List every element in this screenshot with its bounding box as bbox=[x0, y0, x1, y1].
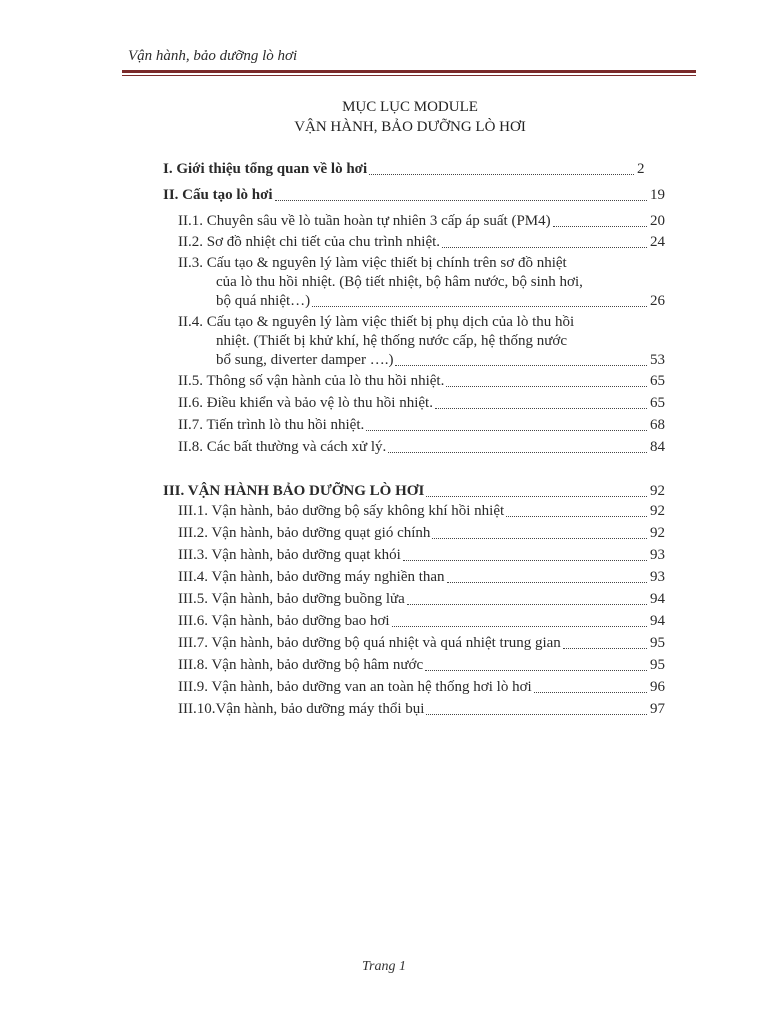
toc-entry-label: II.7. Tiến trình lò thu hồi nhiệt. bbox=[178, 417, 365, 433]
toc-leader-dots bbox=[426, 714, 647, 715]
running-header: Vận hành, bảo dưỡng lò hơi bbox=[128, 48, 298, 64]
toc-entry-iii-2[interactable] bbox=[178, 524, 665, 543]
toc-leader-dots bbox=[447, 582, 647, 583]
toc-entry-label: III.5. Vận hành, bảo dưỡng buồng lửa bbox=[178, 591, 405, 607]
toc-title-line1: MỤC LỤC MODULE bbox=[342, 99, 478, 115]
toc-title bbox=[160, 97, 660, 137]
toc-entry-line: của lò thu hồi nhiệt. (Bộ tiết nhiệt, bộ hâm nước, bộ sinh hơi, bbox=[216, 274, 583, 290]
toc-entry-label: III.2. Vận hành, bảo dưỡng quạt gió chính bbox=[178, 525, 431, 541]
toc-entry-page: 26 bbox=[650, 293, 665, 309]
toc-entry-page: 92 bbox=[650, 503, 665, 519]
toc-entry-page: 20 bbox=[650, 213, 665, 229]
toc-entry-label: II. Cấu tạo lò hơi bbox=[163, 187, 273, 203]
toc-entry-page: 65 bbox=[650, 373, 665, 389]
toc-entry-page: 97 bbox=[650, 701, 665, 717]
toc-leader-dots bbox=[534, 692, 647, 693]
toc-entry-page: 93 bbox=[650, 569, 665, 585]
toc-entry-ii-7[interactable] bbox=[178, 416, 665, 435]
toc-leader-dots bbox=[446, 386, 647, 387]
toc-entry-label: II.8. Các bất thường và cách xử lý. bbox=[178, 439, 387, 455]
toc-leader-dots bbox=[369, 174, 634, 175]
toc-leader-dots bbox=[426, 496, 647, 497]
toc-entry-ii-5[interactable] bbox=[178, 372, 665, 391]
toc-entry-page: 92 bbox=[650, 525, 665, 541]
toc-entry-page: 93 bbox=[650, 547, 665, 563]
toc-leader-dots bbox=[366, 430, 647, 431]
toc-entry-page: 24 bbox=[650, 234, 665, 250]
toc-entry-label: III.3. Vận hành, bảo dưỡng quạt khói bbox=[178, 547, 401, 563]
toc-leader-dots bbox=[392, 626, 647, 627]
toc-leader-dots bbox=[563, 648, 647, 649]
toc-entry-label: III. VẬN HÀNH BẢO DƯỠNG LÒ HƠI bbox=[163, 483, 425, 499]
toc-entry-iii-7[interactable] bbox=[178, 634, 665, 653]
toc-entry-iii-5[interactable] bbox=[178, 590, 665, 609]
toc-entry-page: 94 bbox=[650, 591, 665, 607]
toc-entry-ii-1[interactable] bbox=[178, 212, 665, 231]
toc-entry-iii-6[interactable] bbox=[178, 612, 665, 631]
toc-entry-page: 96 bbox=[650, 679, 665, 695]
toc-entry-iii-8[interactable] bbox=[178, 656, 665, 675]
toc-entry-line: II.3. Cấu tạo & nguyên lý làm việc thiết bị chính trên sơ đồ nhiệt bbox=[178, 255, 567, 271]
toc-entry-iii-3[interactable] bbox=[178, 546, 665, 565]
toc-leader-dots bbox=[407, 604, 647, 605]
toc-entry-label: III.9. Vận hành, bảo dưỡng van an toàn hệ thống hơi lò hơi bbox=[178, 679, 532, 695]
toc-entry-label: II.6. Điều khiển và bảo vệ lò thu hồi nhiệt. bbox=[178, 395, 433, 411]
toc-leader-dots bbox=[432, 538, 647, 539]
toc-entry-label: II.5. Thông số vận hành của lò thu hồi nhiệt. bbox=[178, 373, 445, 389]
toc-entry-page: 95 bbox=[650, 635, 665, 651]
toc-entry-iii-4[interactable] bbox=[178, 568, 665, 587]
toc-entry-label: III.1. Vận hành, bảo dưỡng bộ sấy không khí hồi nhiệt bbox=[178, 503, 505, 519]
toc-entry-page: 2 bbox=[637, 161, 645, 177]
toc-entry-label: III.4. Vận hành, bảo dưỡng máy nghiền than bbox=[178, 569, 445, 585]
toc-leader-dots bbox=[275, 200, 647, 201]
toc-entry-page: 68 bbox=[650, 417, 665, 433]
toc-leader-dots bbox=[312, 306, 647, 307]
toc-entry-ii-8[interactable] bbox=[178, 438, 665, 457]
toc-entry-iii-9[interactable] bbox=[178, 678, 665, 697]
toc-entry-iii-1[interactable] bbox=[178, 502, 665, 521]
toc-leader-dots bbox=[442, 247, 647, 248]
toc-entry-page: 65 bbox=[650, 395, 665, 411]
toc-leader-dots bbox=[435, 408, 647, 409]
toc-entry-line: bộ quá nhiệt…) bbox=[216, 293, 311, 309]
toc-leader-dots bbox=[395, 365, 647, 366]
toc-entry-page: 92 bbox=[650, 483, 665, 499]
toc-entry-ii-3[interactable] bbox=[178, 254, 665, 311]
toc-entry-label: III.10.Vận hành, bảo dưỡng máy thổi bụi bbox=[178, 701, 425, 717]
toc-entry-line: bổ sung, diverter damper ….) bbox=[216, 352, 394, 368]
toc-title-line2: VẬN HÀNH, BẢO DƯỠNG LÒ HƠI bbox=[294, 119, 526, 135]
toc-entry-line: II.4. Cấu tạo & nguyên lý làm việc thiết bị phụ dịch của lò thu hồi bbox=[178, 314, 575, 330]
toc-entry-label: III.6. Vận hành, bảo dưỡng bao hơi bbox=[178, 613, 390, 629]
toc-entry-section-1[interactable] bbox=[163, 160, 655, 179]
toc-entry-ii-6[interactable] bbox=[178, 394, 665, 413]
toc-entry-label: II.1. Chuyên sâu về lò tuần hoàn tự nhiên 3 cấp áp suất (PM4) bbox=[178, 213, 551, 229]
toc-entry-ii-2[interactable] bbox=[178, 233, 665, 252]
toc-leader-dots bbox=[506, 516, 647, 517]
toc-entry-label: III.8. Vận hành, bảo dưỡng bộ hâm nước bbox=[178, 657, 424, 673]
toc-leader-dots bbox=[425, 670, 647, 671]
toc-entry-page: 94 bbox=[650, 613, 665, 629]
header-rule-thin bbox=[122, 75, 696, 76]
toc-leader-dots bbox=[553, 226, 647, 227]
toc-entry-page: 84 bbox=[650, 439, 665, 455]
toc-entry-section-3[interactable] bbox=[163, 482, 665, 501]
toc-entry-ii-4[interactable] bbox=[178, 313, 665, 370]
toc-leader-dots bbox=[403, 560, 647, 561]
toc-entry-page: 95 bbox=[650, 657, 665, 673]
toc-entry-label: I. Giới thiệu tổng quan về lò hơi bbox=[163, 161, 368, 177]
toc-leader-dots bbox=[388, 452, 647, 453]
toc-entry-line: nhiệt. (Thiết bị khử khí, hệ thống nước cấp, hệ thống nước bbox=[216, 333, 568, 349]
header-rule-thick bbox=[122, 70, 696, 73]
toc-entry-label: III.7. Vận hành, bảo dưỡng bộ quá nhiệt và quá nhiệt trung gian bbox=[178, 635, 561, 651]
toc-entry-label: II.2. Sơ đồ nhiệt chi tiết của chu trình nhiệt. bbox=[178, 234, 441, 250]
toc-entry-iii-10[interactable] bbox=[178, 700, 665, 719]
toc-entry-section-2[interactable] bbox=[163, 186, 665, 205]
toc-entry-page: 53 bbox=[650, 352, 665, 368]
toc-entry-page: 19 bbox=[650, 187, 665, 203]
page-footer: Trang 1 bbox=[362, 959, 406, 974]
